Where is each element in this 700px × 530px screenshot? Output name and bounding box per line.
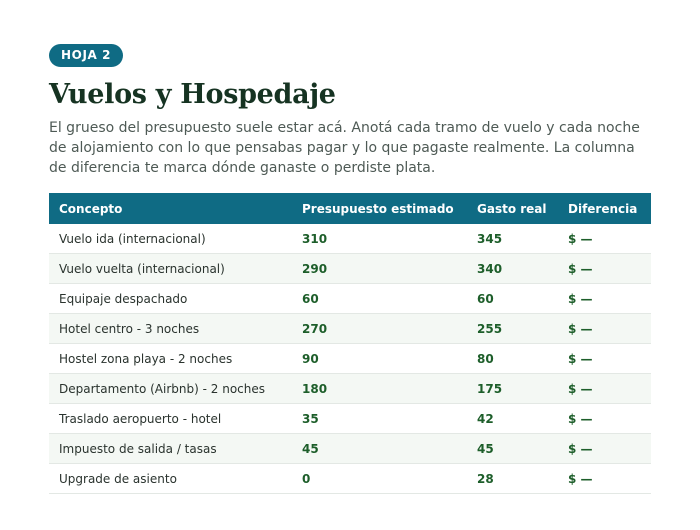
cell-diferencia: $ — [558, 314, 651, 344]
cell-estimado[interactable]: 45 [292, 434, 467, 464]
table-row [49, 314, 651, 344]
cell-concepto: Traslado aeropuerto - hotel [49, 404, 292, 434]
cell-diferencia: $ — [558, 344, 651, 374]
cell-diferencia: $ — [558, 254, 651, 284]
cell-concepto: Vuelo ida (internacional) [49, 224, 292, 254]
cell-real[interactable]: 80 [467, 344, 558, 374]
header-presupuesto-estimado: Presupuesto estimado [292, 193, 467, 224]
header-concepto: Concepto [49, 193, 292, 224]
cell-estimado[interactable]: 90 [292, 344, 467, 374]
budget-table [49, 193, 651, 494]
cell-diferencia: $ — [558, 374, 651, 404]
cell-estimado[interactable]: 270 [292, 314, 467, 344]
sheet-page [49, 44, 651, 494]
intro-paragraph: El grueso del presupuesto suele estar acá. Anotá cada tramo de vuelo y cada noche de alojamiento con lo que pensabas pagar y lo que pagaste realmente. La columna de diferencia te marca dónde ganaste o perdiste plata. [49, 120, 640, 176]
table-row [49, 404, 651, 434]
table-row [49, 284, 651, 314]
header-row [49, 193, 651, 224]
cell-concepto: Equipaje despachado [49, 284, 292, 314]
cell-concepto: Vuelo vuelta (internacional) [49, 254, 292, 284]
table-row [49, 374, 651, 404]
table-row [49, 344, 651, 374]
cell-estimado[interactable]: 35 [292, 404, 467, 434]
header-diferencia: Diferencia [558, 193, 651, 224]
table-row [49, 254, 651, 284]
cell-real[interactable]: 255 [467, 314, 558, 344]
cell-estimado[interactable]: 180 [292, 374, 467, 404]
cell-diferencia: $ — [558, 284, 651, 314]
cell-real[interactable]: 175 [467, 374, 558, 404]
cell-concepto: Hostel zona playa - 2 noches [49, 344, 292, 374]
table-row [49, 224, 651, 254]
cell-diferencia: $ — [558, 464, 651, 494]
cell-estimado[interactable]: 290 [292, 254, 467, 284]
cell-real[interactable]: 340 [467, 254, 558, 284]
cell-diferencia: $ — [558, 224, 651, 254]
cell-real[interactable]: 42 [467, 404, 558, 434]
cell-concepto: Upgrade de asiento [49, 464, 292, 494]
cell-real[interactable]: 45 [467, 434, 558, 464]
table-row [49, 434, 651, 464]
cell-estimado[interactable]: 310 [292, 224, 467, 254]
cell-concepto: Departamento (Airbnb) - 2 noches [49, 374, 292, 404]
cell-real[interactable]: 345 [467, 224, 558, 254]
cell-real[interactable]: 28 [467, 464, 558, 494]
table-header [49, 193, 651, 224]
cell-concepto: Impuesto de salida / tasas [49, 434, 292, 464]
cell-concepto: Hotel centro - 3 noches [49, 314, 292, 344]
page-title: Vuelos y Hospedaje [49, 79, 336, 110]
header-gasto-real: Gasto real [467, 193, 558, 224]
table-body [49, 224, 651, 494]
cell-estimado[interactable]: 60 [292, 284, 467, 314]
cell-diferencia: $ — [558, 404, 651, 434]
cell-diferencia: $ — [558, 434, 651, 464]
sheet-badge: HOJA 2 [49, 44, 123, 67]
cell-real[interactable]: 60 [467, 284, 558, 314]
table-row [49, 464, 651, 494]
cell-estimado[interactable]: 0 [292, 464, 467, 494]
